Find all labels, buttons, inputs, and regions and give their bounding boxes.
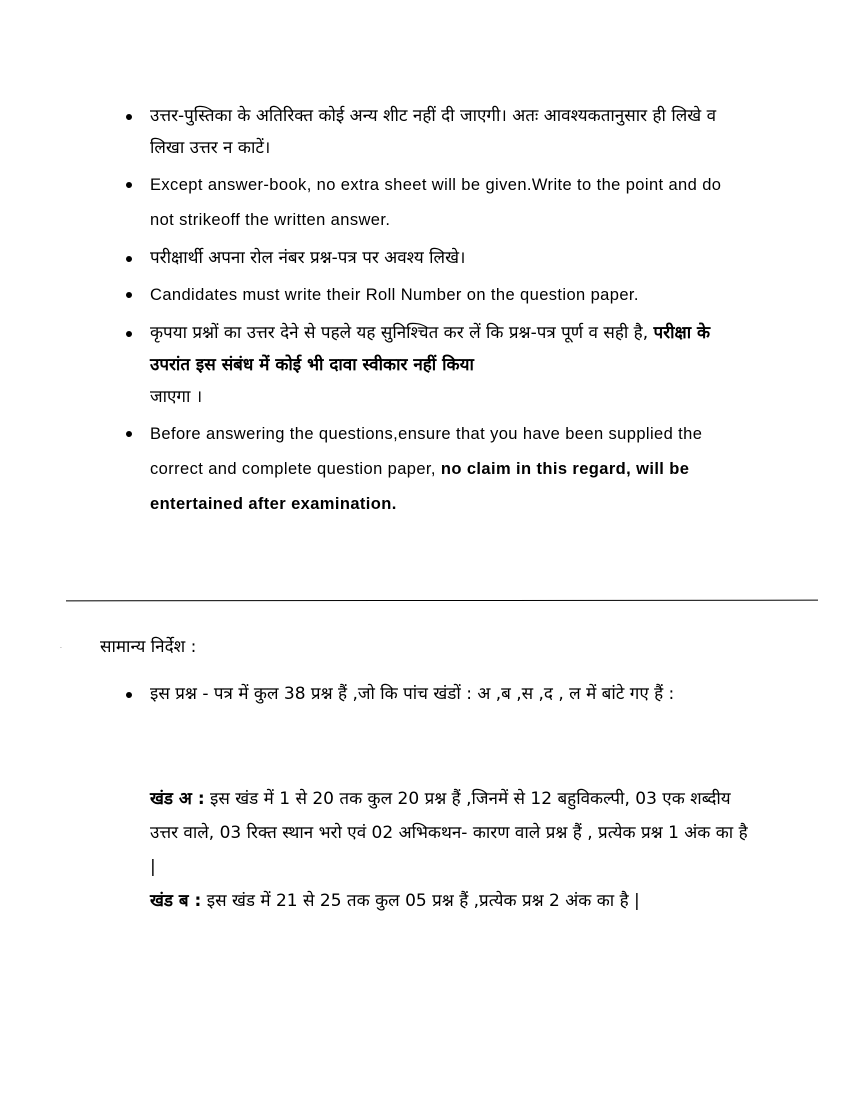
instruction-item-hi-answer-book <box>122 100 742 164</box>
section-a-label: खंड अ : <box>150 789 205 809</box>
horizontal-divider <box>66 600 818 602</box>
instruction-text: Before answering the questions,ensure that you have been supplied the correct and complete question paper, <box>150 425 703 478</box>
section-a-text: इस खंड में 1 से 20 तक कुल 20 प्रश्न हैं ,जिनमें से 12 बहुविकल्पी, 03 एक शब्दीय उत्तर वाले, 03 रिक्त स्थान भरो एवं 02 अभिकथन- कारण वाले प्रश्न हैं , प्रत्येक प्रश्न 1 अंक का है | <box>150 789 748 877</box>
instruction-text: Except answer-book, no extra sheet will be given.Write to the point and do not strikeoff the written answer. <box>150 176 722 229</box>
general-instructions-title: सामान्य निर्देश : <box>100 637 197 657</box>
general-intro-text: इस प्रश्न - पत्र में कुल 38 प्रश्न हैं ,जो कि पांच खंडों : अ ,ब ,स ,द , ल में बांटे गए हैं : <box>150 684 675 704</box>
instruction-item-hi-no-claim <box>122 317 742 413</box>
instruction-tail-text: जाएगा । <box>150 387 203 407</box>
section-a-description <box>150 782 750 884</box>
instruction-text: Candidates must write their Roll Number on the question paper. <box>150 286 639 304</box>
section-descriptions <box>150 782 750 918</box>
instruction-text: परीक्षार्थी अपना रोल नंबर प्रश्न-पत्र पर अवश्य लिखे। <box>150 248 466 268</box>
instruction-bold-text: no claim in this regard, will be entertained after examination. <box>150 460 690 513</box>
section-b-text: इस खंड में 21 से 25 तक कुल 05 प्रश्न हैं ,प्रत्येक प्रश्न 2 अंक का है | <box>206 891 640 911</box>
instruction-item-en-roll-number <box>122 278 742 313</box>
section-b-label: खंड ब : <box>150 891 202 911</box>
instruction-item-hi-roll-number <box>122 242 742 274</box>
general-instruction-item <box>122 678 752 710</box>
section-b-description <box>150 884 750 918</box>
general-instruction-list <box>122 678 752 710</box>
instruction-text: कृपया प्रश्नों का उत्तर देने से पहले यह सुनिश्चित कर लें कि प्रश्न-पत्र पूर्ण व सही है, <box>150 323 649 343</box>
instruction-text: उत्तर-पुस्तिका के अतिरिक्त कोई अन्य शीट नहीं दी जाएगी। अतः आवश्यकतानुसार ही लिखे व लिखा उत्तर न काटें। <box>150 106 717 158</box>
margin-dot: · <box>60 645 62 652</box>
instruction-item-en-answer-book <box>122 168 742 238</box>
instruction-list <box>122 100 742 526</box>
instruction-item-en-no-claim <box>122 417 742 522</box>
instruction-bold-text: परीक्षा के उपरांत इस संबंध में कोई भी दावा स्वीकार नहीं किया <box>150 323 711 375</box>
